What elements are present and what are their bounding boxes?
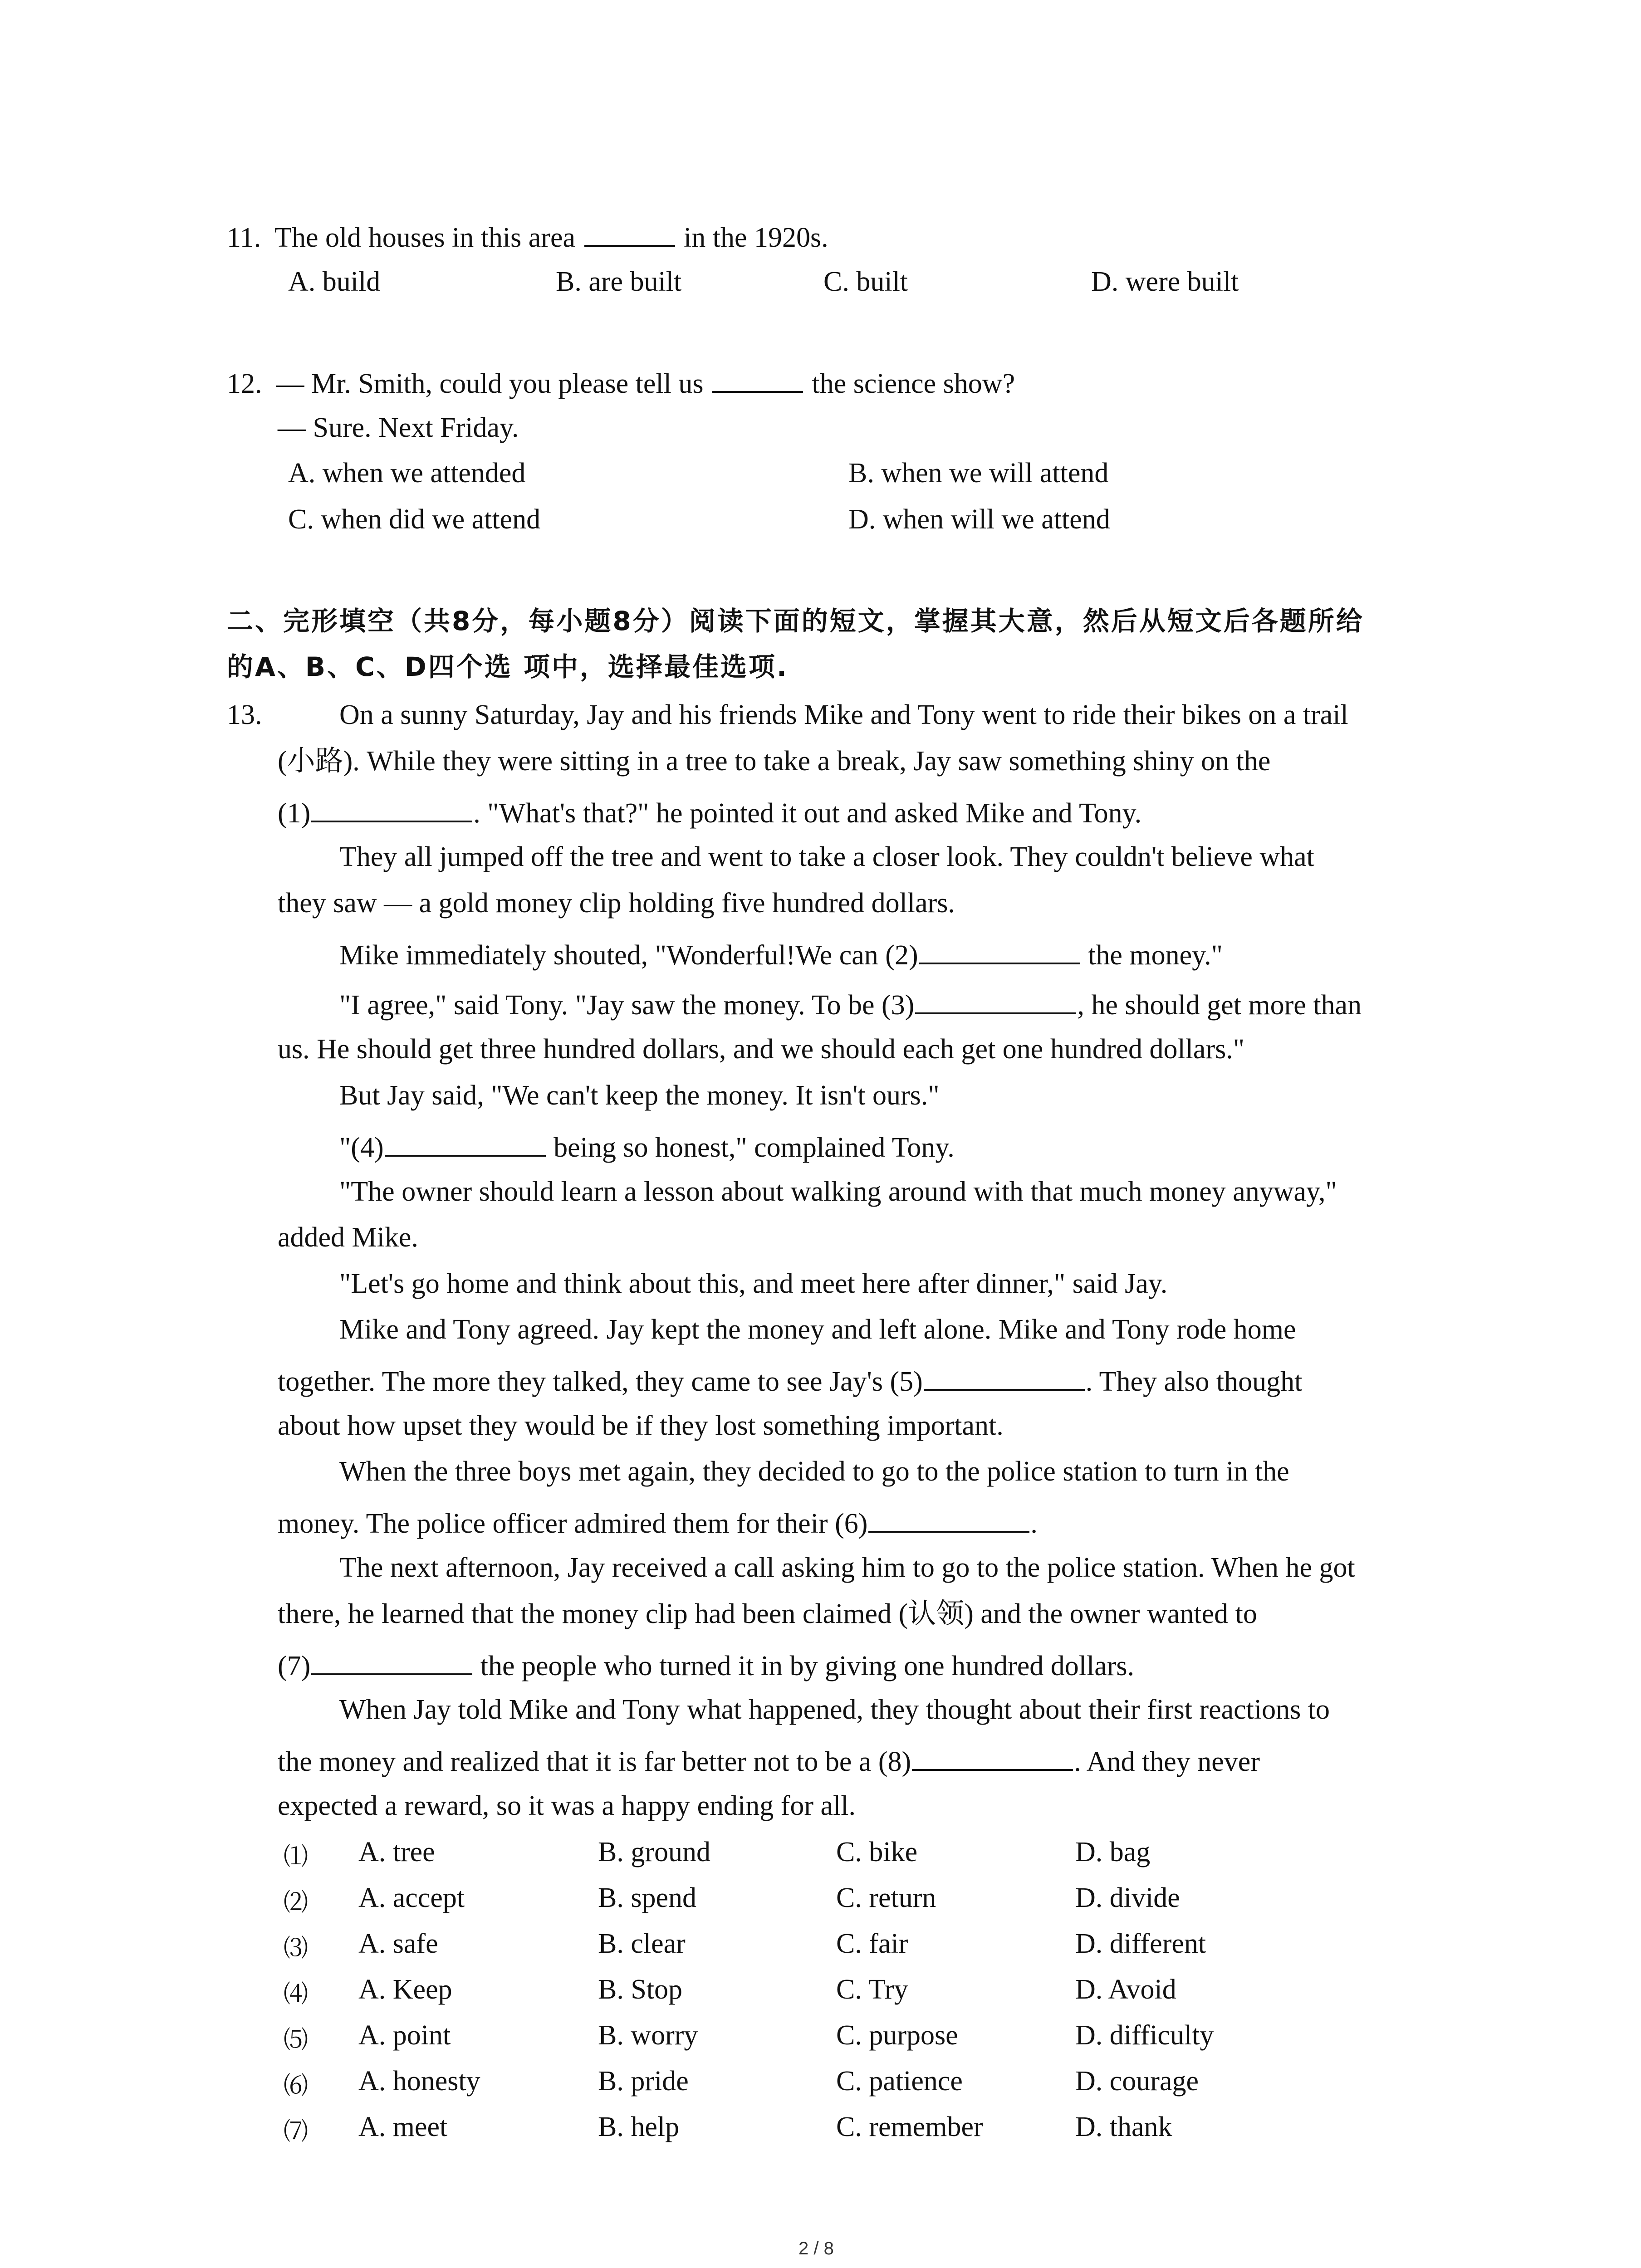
q12-blank (712, 367, 803, 393)
passage-text: "(4) (339, 1132, 384, 1163)
choice-option: C. remember (836, 2112, 983, 2142)
choice-option: A. safe (358, 1928, 438, 1959)
passage-line (278, 1365, 1302, 1396)
q11-number: 11. (227, 222, 261, 253)
passage-line: Mike and Tony agreed. Jay kept the money and left alone. Mike and Tony rode home (339, 1314, 1296, 1345)
choice-option: D. different (1075, 1928, 1206, 1959)
q12-reply: — Sure. Next Friday. (278, 412, 519, 443)
passage-line: us. He should get three hundred dollars, and we should each get one hundred dollars." (278, 1034, 1245, 1065)
blank-1 (311, 797, 472, 822)
choice-option: D. bag (1075, 1837, 1151, 1867)
passage-line: "Let's go home and think about this, and meet here after dinner," said Jay. (339, 1268, 1168, 1299)
q11-text-after: in the 1920s. (684, 222, 828, 253)
choice-number: ⑷ (284, 1980, 308, 2008)
passage-text: the money and realized that it is far better not to be a (8) (278, 1746, 911, 1777)
choice-option: D. courage (1075, 2066, 1199, 2097)
choice-option: D. thank (1075, 2112, 1172, 2142)
q11-option-d: D. were built (1091, 266, 1239, 297)
blank-2 (919, 939, 1080, 964)
page-number: 2 / 8 (798, 2239, 834, 2258)
q12-option-b: B. when we will attend (848, 458, 1109, 489)
q11-option-c: C. built (823, 266, 908, 297)
blank-7 (311, 1650, 472, 1675)
passage-line (339, 939, 1223, 969)
blank-4 (385, 1131, 546, 1157)
choice-option: A. accept (358, 1882, 465, 1913)
choice-option: D. difficulty (1075, 2020, 1214, 2051)
q12-option-c: C. when did we attend (288, 504, 541, 535)
section-heading-line1: 二、完形填空（共8分，每小题8分）阅读下面的短文，掌握其大意，然后从短文后各题所给 (227, 606, 1364, 636)
passage-text: . They also thought (1085, 1366, 1303, 1397)
q12-number: 12. (227, 368, 262, 399)
q12-text-before: — Mr. Smith, could you please tell us (276, 368, 704, 399)
passage-text: the money." (1088, 940, 1223, 971)
choice-number: ⑴ (284, 1842, 308, 1871)
passage-line: expected a reward, so it was a happy ending for all. (278, 1790, 856, 1821)
passage-text: . (1030, 1508, 1038, 1539)
passage-text: , he should get more than (1077, 990, 1362, 1021)
passage-text: . "What's that?" he pointed it out and asked Mike and Tony. (473, 798, 1142, 829)
choice-option: C. purpose (836, 2020, 958, 2051)
choice-number: ⑹ (284, 2071, 308, 2100)
passage-line (278, 1650, 1134, 1680)
passage-line: When the three boys met again, they decided to go to the police station to turn in the (339, 1456, 1289, 1487)
q12-text-after: the science show? (812, 368, 1015, 399)
passage-line: "The owner should learn a lesson about walking around with that much money anyway," (339, 1176, 1337, 1207)
passage-text: being so honest," complained Tony. (554, 1132, 955, 1163)
choice-option: A. tree (358, 1837, 435, 1867)
choice-option: B. ground (598, 1837, 710, 1867)
choice-option: B. spend (598, 1882, 696, 1913)
passage-line: But Jay said, "We can't keep the money. It isn't ours." (339, 1080, 940, 1111)
blank-label: (7) (278, 1651, 311, 1681)
passage-line (339, 989, 1362, 1019)
section-heading-line2: 的A、B、C、D四个选 项中，选择最佳选项. (227, 651, 789, 682)
passage-line: (小路). While they were sitting in a tree to take a break, Jay saw something shiny on the (278, 746, 1271, 777)
choice-option: A. point (358, 2020, 451, 2051)
choice-option: C. Try (836, 1974, 908, 2005)
passage-line: about how upset they would be if they lost something important. (278, 1410, 1004, 1441)
passage-line: When Jay told Mike and Tony what happened, they thought about their first reactions to (339, 1694, 1330, 1725)
q12-option-a: A. when we attended (288, 458, 526, 489)
passage-text: money. The police officer admired them for their (6) (278, 1508, 868, 1539)
choice-option: C. fair (836, 1928, 908, 1959)
choice-number: ⑵ (284, 1888, 308, 1916)
choice-option: A. Keep (358, 1974, 452, 2005)
q11-option-a: A. build (288, 266, 381, 297)
passage-text: together. The more they talked, they came to see Jay's (5) (278, 1366, 923, 1397)
choice-option: B. help (598, 2112, 680, 2142)
blank-6 (868, 1507, 1029, 1533)
q11-stem (227, 221, 828, 252)
choice-number: ⑺ (284, 2117, 308, 2146)
choice-option: A. meet (358, 2112, 448, 2142)
passage-line (339, 1131, 955, 1162)
choice-option: C. patience (836, 2066, 963, 2097)
q12-stem (227, 367, 1015, 398)
q12-option-d: D. when will we attend (848, 504, 1110, 535)
choice-option: B. clear (598, 1928, 686, 1959)
choice-option: B. pride (598, 2066, 689, 2097)
passage-text: . And they never (1074, 1746, 1260, 1777)
q11-text-before: The old houses in this area (274, 222, 575, 253)
passage-text: the people who turned it in by giving one hundred dollars. (480, 1651, 1135, 1681)
passage-line: The next afternoon, Jay received a call asking him to go to the police station. When he got (339, 1552, 1355, 1583)
blank-5 (924, 1365, 1085, 1391)
passage-line: On a sunny Saturday, Jay and his friends Mike and Tony went to ride their bikes on a trail (339, 699, 1348, 730)
q11-blank (584, 221, 675, 247)
passage-line (278, 1745, 1260, 1776)
passage-line: there, he learned that the money clip had been claimed (认领) and the owner wanted to (278, 1598, 1257, 1629)
passage-line: added Mike. (278, 1222, 418, 1253)
choice-option: C. bike (836, 1837, 918, 1867)
blank-3 (915, 989, 1076, 1014)
passage-line: they saw — a gold money clip holding five hundred dollars. (278, 888, 955, 919)
blank-8 (912, 1745, 1073, 1771)
q13-number: 13. (227, 699, 262, 730)
choice-option: C. return (836, 1882, 936, 1913)
choice-option: D. divide (1075, 1882, 1180, 1913)
choice-option: D. Avoid (1075, 1974, 1176, 2005)
choice-option: A. honesty (358, 2066, 480, 2097)
passage-text: "I agree," said Tony. "Jay saw the money. To be (3) (339, 990, 915, 1021)
blank-label: (1) (278, 798, 311, 829)
choice-option: B. Stop (598, 1974, 683, 2005)
passage-text: Mike immediately shouted, "Wonderful!We can (2) (339, 940, 918, 971)
choice-number: ⑸ (284, 2025, 308, 2054)
passage-line (278, 1507, 1038, 1538)
passage-line (278, 797, 1141, 827)
passage-line: They all jumped off the tree and went to take a closer look. They couldn't believe what (339, 841, 1314, 872)
choice-number: ⑶ (284, 1934, 308, 1962)
choice-option: B. worry (598, 2020, 698, 2051)
q11-option-b: B. are built (556, 266, 682, 297)
